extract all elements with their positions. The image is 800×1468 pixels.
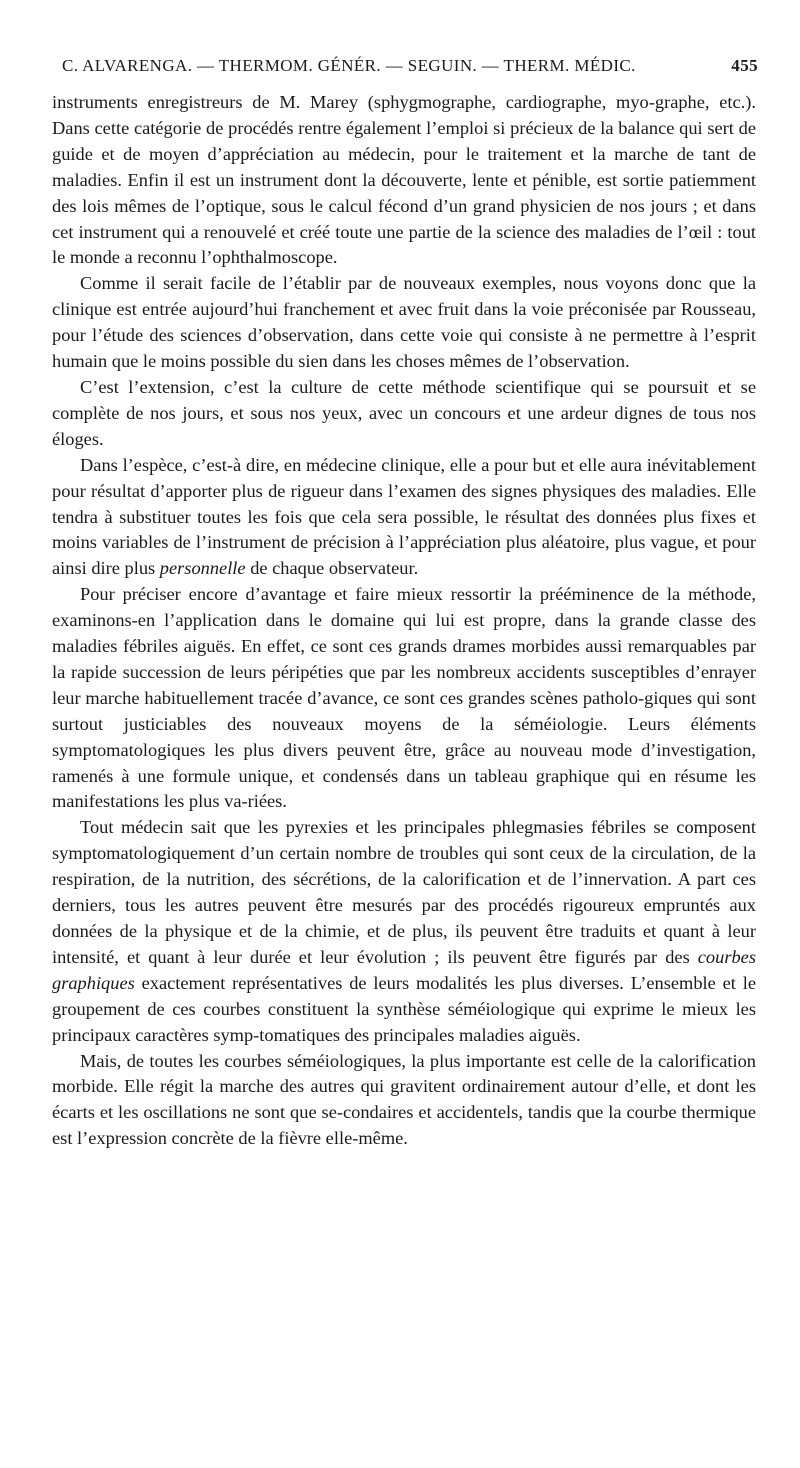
page-content <box>52 56 756 1152</box>
paragraph-2: Comme il serait facile de l’établir par de nouveaux exemples, nous voyons donc que la clinique est entrée aujourd’hui franchement et avec fruit dans la voie préconisée par Rousseau, pour l’étude des sciences d’observation, dans cette voie qui consiste à ne permettre à l’esprit humain que le moins possible du sien dans les choses mêmes de l’observation. <box>52 273 756 372</box>
running-header <box>62 56 758 90</box>
emphasis-courbes-graphiques: courbes graphiques <box>52 946 756 993</box>
running-title: C. ALVARENGA. — THERMOM. GÉNÉR. — SEGUIN. — THERM. MÉDIC. <box>62 56 636 75</box>
paragraph-4: Dans l’espèce, c’est-à dire, en médecine clinique, elle a pour but et elle aura inévitablement pour résultat d’apporter plus de rigueur dans l’examen des signes physiques des maladies. Elle tendra à substituer toutes les fois que cela sera possible, le résultat des données plus fixes et moins variables de l’instrument de précision à l’appréciation plus aléatoire, plus vague, et pour ainsi dire plus personnelle de chaque observateur. <box>52 454 756 579</box>
paragraph-1: instruments enregistreurs de M. Marey (sphygmographe, cardiographe, myo-graphe, etc.). Dans cette catégorie de procédés rentre également l’emploi si précieux de la balance qui sert de guide et de moyen d’appréciation au médecin, pour le traitement et la marche de tant de maladies. Enfin il est un instrument dont la découverte, lente et pénible, est sortie patiemment des lois mêmes de l’optique, sous le calcul fécond d’un grand physicien de nos jours ; et dans cet instrument qui a renouvelé et créé toute une partie de la science des maladies de l’œil : tout le monde a reconnu l’ophthalmoscope. <box>52 92 756 268</box>
page-number: 455 <box>731 56 758 75</box>
paragraph-3: C’est l’extension, c’est la culture de cette méthode scientifique qui se poursuit et se complète de nos jours, et sous nos yeux, avec un concours et une ardeur dignes de tous nos éloges. <box>52 376 756 449</box>
paragraph-7: Mais, de toutes les courbes séméiologiques, la plus importante est celle de la calorification morbide. Elle régit la marche des autres qui gravitent ordinairement autour d’elle, et dont les écarts et les oscillations ne sont que se-condaires et accidentels, tandis que la courbe thermique est l’expression concrète de la fièvre elle-même. <box>52 1050 756 1149</box>
body-text <box>52 90 756 1152</box>
emphasis-personnelle: personnelle <box>159 558 246 579</box>
paragraph-6: Tout médecin sait que les pyrexies et les principales phlegmasies fébriles se composent symptomatologiquement d’un certain nombre de troubles qui sont ceux de la circulation, de la respiration, de la nutrition, des sécrétions, de la calorification et de l’innervation. A part ces derniers, tous les autres peuvent être mesurés par des procédés rigoureux empruntés aux données de la physique et de la chimie, et de plus, ils peuvent être traduits et quant à leur intensité, et quant à leur durée et leur évolution ; ils peuvent être figurés par des courbes graphiques exactement représentatives de leurs modalités les plus diverses. L’ensemble et le groupement de ces courbes constituent la synthèse séméiologique qui exprime le mieux les principaux caractères symp-tomatiques des principales maladies aiguës. <box>52 817 756 1045</box>
paragraph-5: Pour préciser encore d’avantage et faire mieux ressortir la prééminence de la méthode, examinons-en l’application dans le domaine qui lui est propre, dans la grande classe des maladies fébriles aiguës. En effet, ce sont ces grands drames morbides aussi remarquables par la rapide succession de leurs péripéties que par les nombreux accidents susceptibles d’enrayer leur marche habituellement tracée d’avance, ce sont ces grandes scènes patholo-giques qui sont surtout justiciables des nouveaux moyens de la séméiologie. Leurs éléments symptomatologiques les plus divers peuvent être, grâce au nouveau mode d’investigation, ramenés à une formule unique, et condensés dans un tableau graphique qui en résume les manifestations les plus va-riées. <box>52 584 756 812</box>
